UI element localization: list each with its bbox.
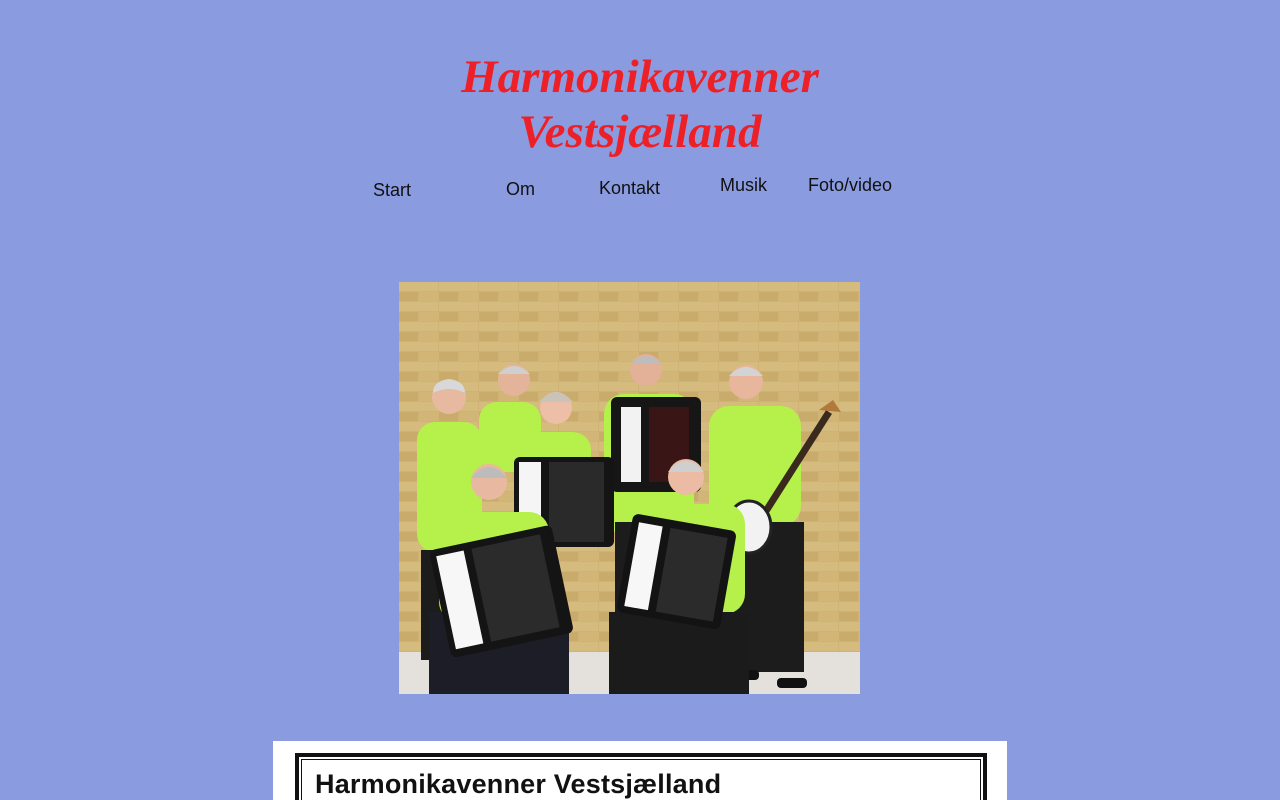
band-photo <box>399 282 860 694</box>
nav-link-start[interactable]: Start <box>373 180 412 200</box>
site-title-line-2: Vestsjælland <box>518 106 762 158</box>
nav-link-musik[interactable]: Musik <box>720 175 768 195</box>
nav-link-om[interactable]: Om <box>506 179 535 199</box>
poster-title: Harmonikavenner Vestsjælland <box>315 769 722 799</box>
band-photo-image <box>399 282 860 694</box>
nav-link-foto-video[interactable]: Foto/video <box>808 175 893 195</box>
site-title-line-1: Harmonikavenner <box>461 51 819 103</box>
site-title <box>0 50 1280 160</box>
poster-image <box>273 741 1007 800</box>
nav-link-kontakt[interactable]: Kontakt <box>599 178 661 198</box>
